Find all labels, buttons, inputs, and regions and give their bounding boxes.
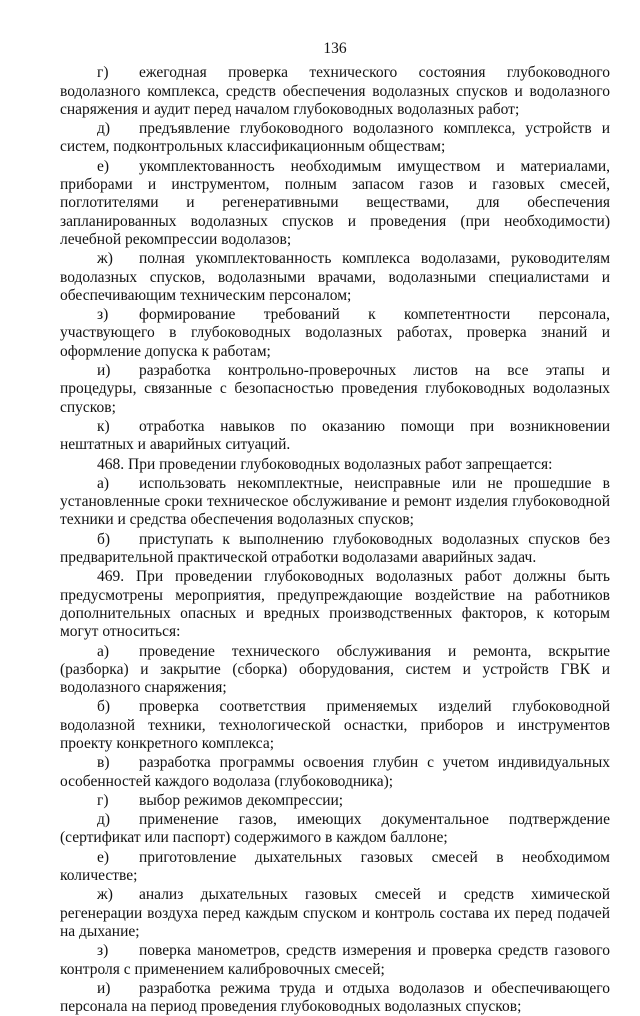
paragraph bbox=[60, 698, 610, 753]
paragraph-text: ежегодная проверка технического состояния глубоководного водолазного комплекса, средств обеспечения водолазных спусков и водолазного снаряжения и аудит перед началом глубоководных водолазных работ; bbox=[60, 64, 610, 118]
paragraph bbox=[60, 886, 610, 941]
paragraph bbox=[60, 362, 610, 417]
paragraph bbox=[60, 980, 610, 1016]
paragraph bbox=[60, 475, 610, 530]
paragraph-text: применение газов, имеющих документальное подтверждение (сертификат или паспорт) содержимого в каждом баллоне; bbox=[60, 811, 610, 847]
document-body bbox=[60, 64, 610, 1016]
list-marker: д) bbox=[97, 811, 111, 829]
list-marker: а) bbox=[97, 642, 110, 660]
list-marker: д) bbox=[97, 120, 111, 138]
list-marker: з) bbox=[97, 942, 109, 960]
paragraph-text: разработка контрольно-проверочных листов на все этапы и процедуры, связанные с безопасностью проведения глубоководных водолазных спусков; bbox=[60, 362, 610, 416]
list-marker: б) bbox=[97, 530, 111, 548]
list-marker: г) bbox=[97, 64, 109, 82]
paragraph-text: формирование требований к компетентности персонала, участвующего в глубоководных водолазных работах, проверка знаний и оформление допуска к работам; bbox=[60, 306, 610, 360]
paragraph-text: разработка программы освоения глубин с учетом индивидуальных особенностей каждого водолаза (глубоководника); bbox=[60, 754, 610, 790]
paragraph bbox=[60, 792, 610, 810]
paragraph bbox=[60, 568, 610, 641]
paragraph-text: отработка навыков по оказанию помощи при возникновении нештатных и аварийных ситуаций. bbox=[60, 417, 610, 454]
paragraph-text: приготовление дыхательных газовых смесей в необходимом количестве; bbox=[60, 848, 610, 885]
paragraph-text: проведение технического обслуживания и ремонта, вскрытие (разборка) и закрытие (сборка) оборудования, систем и устройств ГВК и водолазного снаряжения; bbox=[60, 642, 610, 697]
paragraph-text: предъявление глубоководного водолазного комплекса, устройств и систем, подконтрольных классификационным обществам; bbox=[60, 120, 610, 156]
paragraph bbox=[60, 643, 610, 698]
paragraph-text: проверка соответствия применяемых изделий глубоководной водолазной техники, технологической оснастки, приборов и инструментов проекту конкретного комплекса; bbox=[60, 698, 610, 752]
paragraph-text: выбор режимов декомпрессии; bbox=[139, 791, 344, 809]
paragraph bbox=[60, 306, 610, 361]
list-marker: в) bbox=[97, 754, 110, 772]
paragraph bbox=[60, 456, 610, 474]
list-marker: к) bbox=[97, 417, 110, 435]
paragraph bbox=[60, 418, 610, 455]
paragraph bbox=[60, 250, 610, 305]
paragraph-text: полная укомплектованность комплекса водолазами, руководителям водолазных спусков, водолазными врачами, водолазными специалистами и обеспечивающим техническим персоналом; bbox=[60, 250, 610, 304]
paragraph bbox=[60, 120, 610, 157]
list-marker: ж) bbox=[97, 886, 113, 904]
list-marker: е) bbox=[97, 157, 110, 175]
paragraph bbox=[60, 158, 610, 249]
paragraph-text: разработка режима труда и отдыха водолазов и обеспечивающего персонала на период проведения глубоководных водолазных спусков; bbox=[60, 979, 610, 1016]
paragraph-text: анализ дыхательных газовых смесей и средств химической регенерации воздуха перед каждым спуском и контроль состава их перед подачей на дыхание; bbox=[60, 886, 610, 940]
list-marker: и) bbox=[97, 362, 111, 380]
paragraph-text: укомплектованность необходимым имуществом и материалами, приборами и инструментом, полным запасом газов и газовых смесей, поглотителями и регенеративными веществами, для обеспечения запланированных водолазных спусков и проведения (при необходимости) лечебной рекомпрессии водолазов; bbox=[60, 157, 610, 248]
list-marker: б) bbox=[97, 698, 111, 716]
list-marker: а) bbox=[97, 474, 110, 492]
list-marker: з) bbox=[97, 306, 109, 324]
list-marker: е) bbox=[97, 848, 110, 866]
paragraph bbox=[60, 531, 610, 568]
paragraph bbox=[60, 64, 610, 119]
paragraph bbox=[60, 754, 610, 791]
paragraph-text: 469. При проведении глубоководных водолазных работ должны быть предусмотрены мероприятия, предупреждающие воздействие на работников дополнительных опасных и вредных производственных факторов, к которым могут относиться: bbox=[60, 568, 610, 641]
paragraph-text: использовать некомплектные, неисправные или не прошедшие в установленные сроки техническое обслуживание и ремонт изделия глубоководной техники и средства обеспечения водолазных спусков; bbox=[60, 474, 610, 529]
paragraph bbox=[60, 942, 610, 979]
paragraph-text: 468. При проведении глубоководных водолазных работ запрещается: bbox=[97, 455, 553, 473]
list-marker: ж) bbox=[97, 250, 113, 268]
page-number: 136 bbox=[323, 40, 347, 57]
list-marker: г) bbox=[97, 791, 109, 809]
list-marker: и) bbox=[97, 979, 111, 997]
paragraph-text: поверка манометров, средств измерения и проверка средств газового контроля с применением калибровочных смесей; bbox=[60, 942, 610, 978]
paragraph bbox=[60, 849, 610, 886]
paragraph bbox=[60, 811, 610, 848]
paragraph-text: приступать к выполнению глубоководных водолазных спусков без предварительной практической отработки водолазами аварийных задач. bbox=[60, 530, 610, 567]
